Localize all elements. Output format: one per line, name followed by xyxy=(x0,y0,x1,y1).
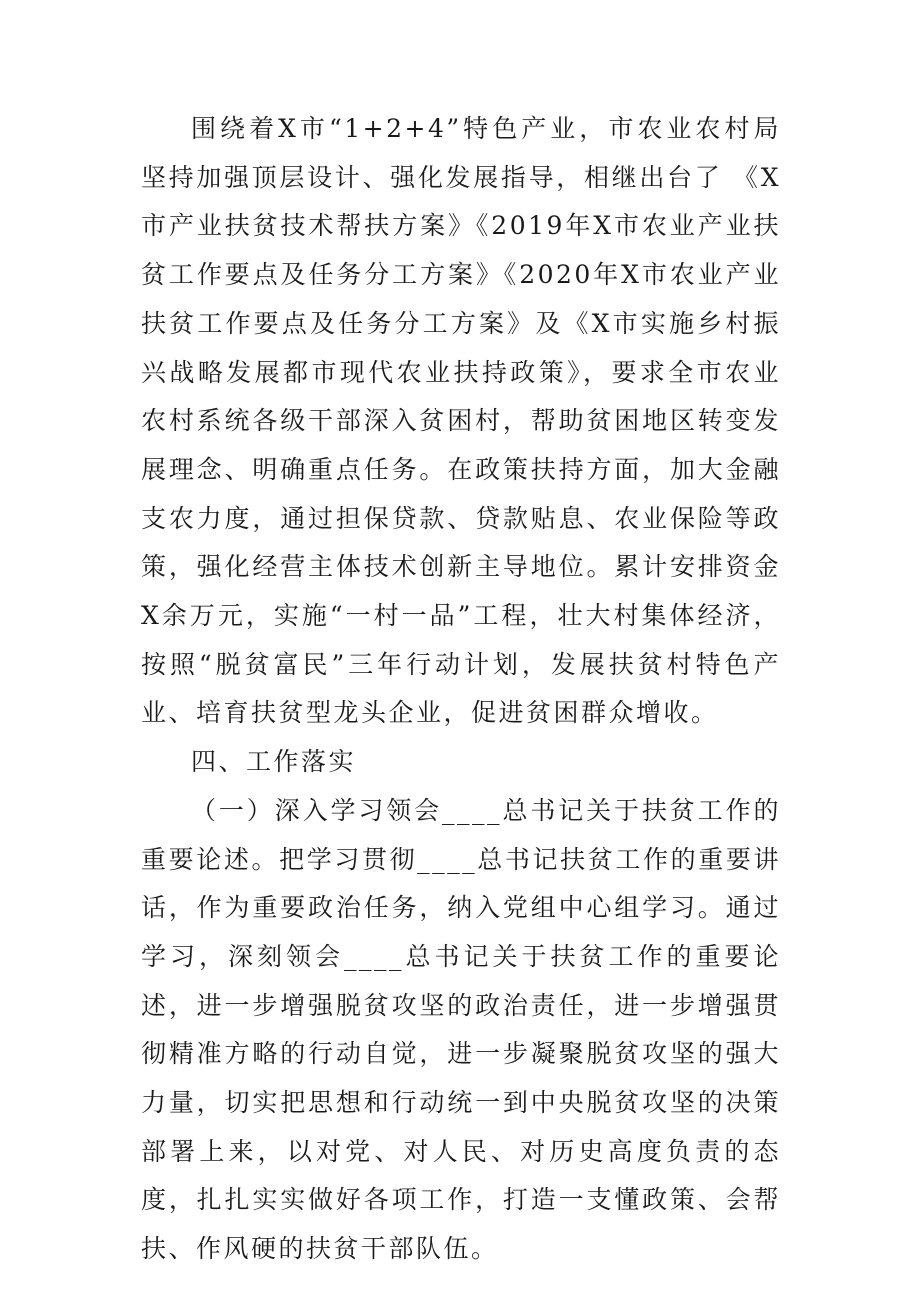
document-body xyxy=(141,105,781,1274)
section-heading-work-implementation: 四、工作落实 xyxy=(191,747,357,777)
paragraph-industry-policy: 围绕着X市“1+2+4”特色产业，市农业农村局坚持加强顶层设计、强化发展指导，相继出台了 《X市产业扶贫技术帮扶方案》《2019年X市农业产业扶贫工作要点及任务分工方案》《2020年X市农业产业扶贫工作要点及任务分工方案》及《X市实施乡村振兴战略发展都市现代农业扶持政策》，要求全市农业农村系统各级干部深入贫困村，帮助贫困地区转变发展理念、明确重点任务。在政策扶持方面，加大金融支农力度，通过担保贷款、贷款贴息、农业保险等政策，强化经营主体技术创新主导地位。累计安排资金X余万元，实施“一村一品”工程，壮大村集体经济，按照“脱贫富民”三年行动计划，发展扶贫村特色产业、培育扶贫型龙头企业，促进贫困群众增收。 xyxy=(141,114,781,728)
paragraph-study-and-implement: （一）深入学习领会____总书记关于扶贫工作的重要论述。把学习贯彻____总书记扶贫工作的重要讲话，作为重要政治任务，纳入党组中心组学习。通过学习，深刻领会____总书记关于扶贫工作的重要论述，进一步增强脱贫攻坚的政治责任，进一步增强贯彻精准方略的行动自觉，进一步凝聚脱贫攻坚的强大力量，切实把思想和行动统一到中央脱贫攻坚的决策部署上来，以对党、对人民、对历史高度负责的态度，扎扎实实做好各项工作，打造一支懂政策、会帮扶、作风硬的扶贫干部队伍。 xyxy=(141,795,781,1264)
